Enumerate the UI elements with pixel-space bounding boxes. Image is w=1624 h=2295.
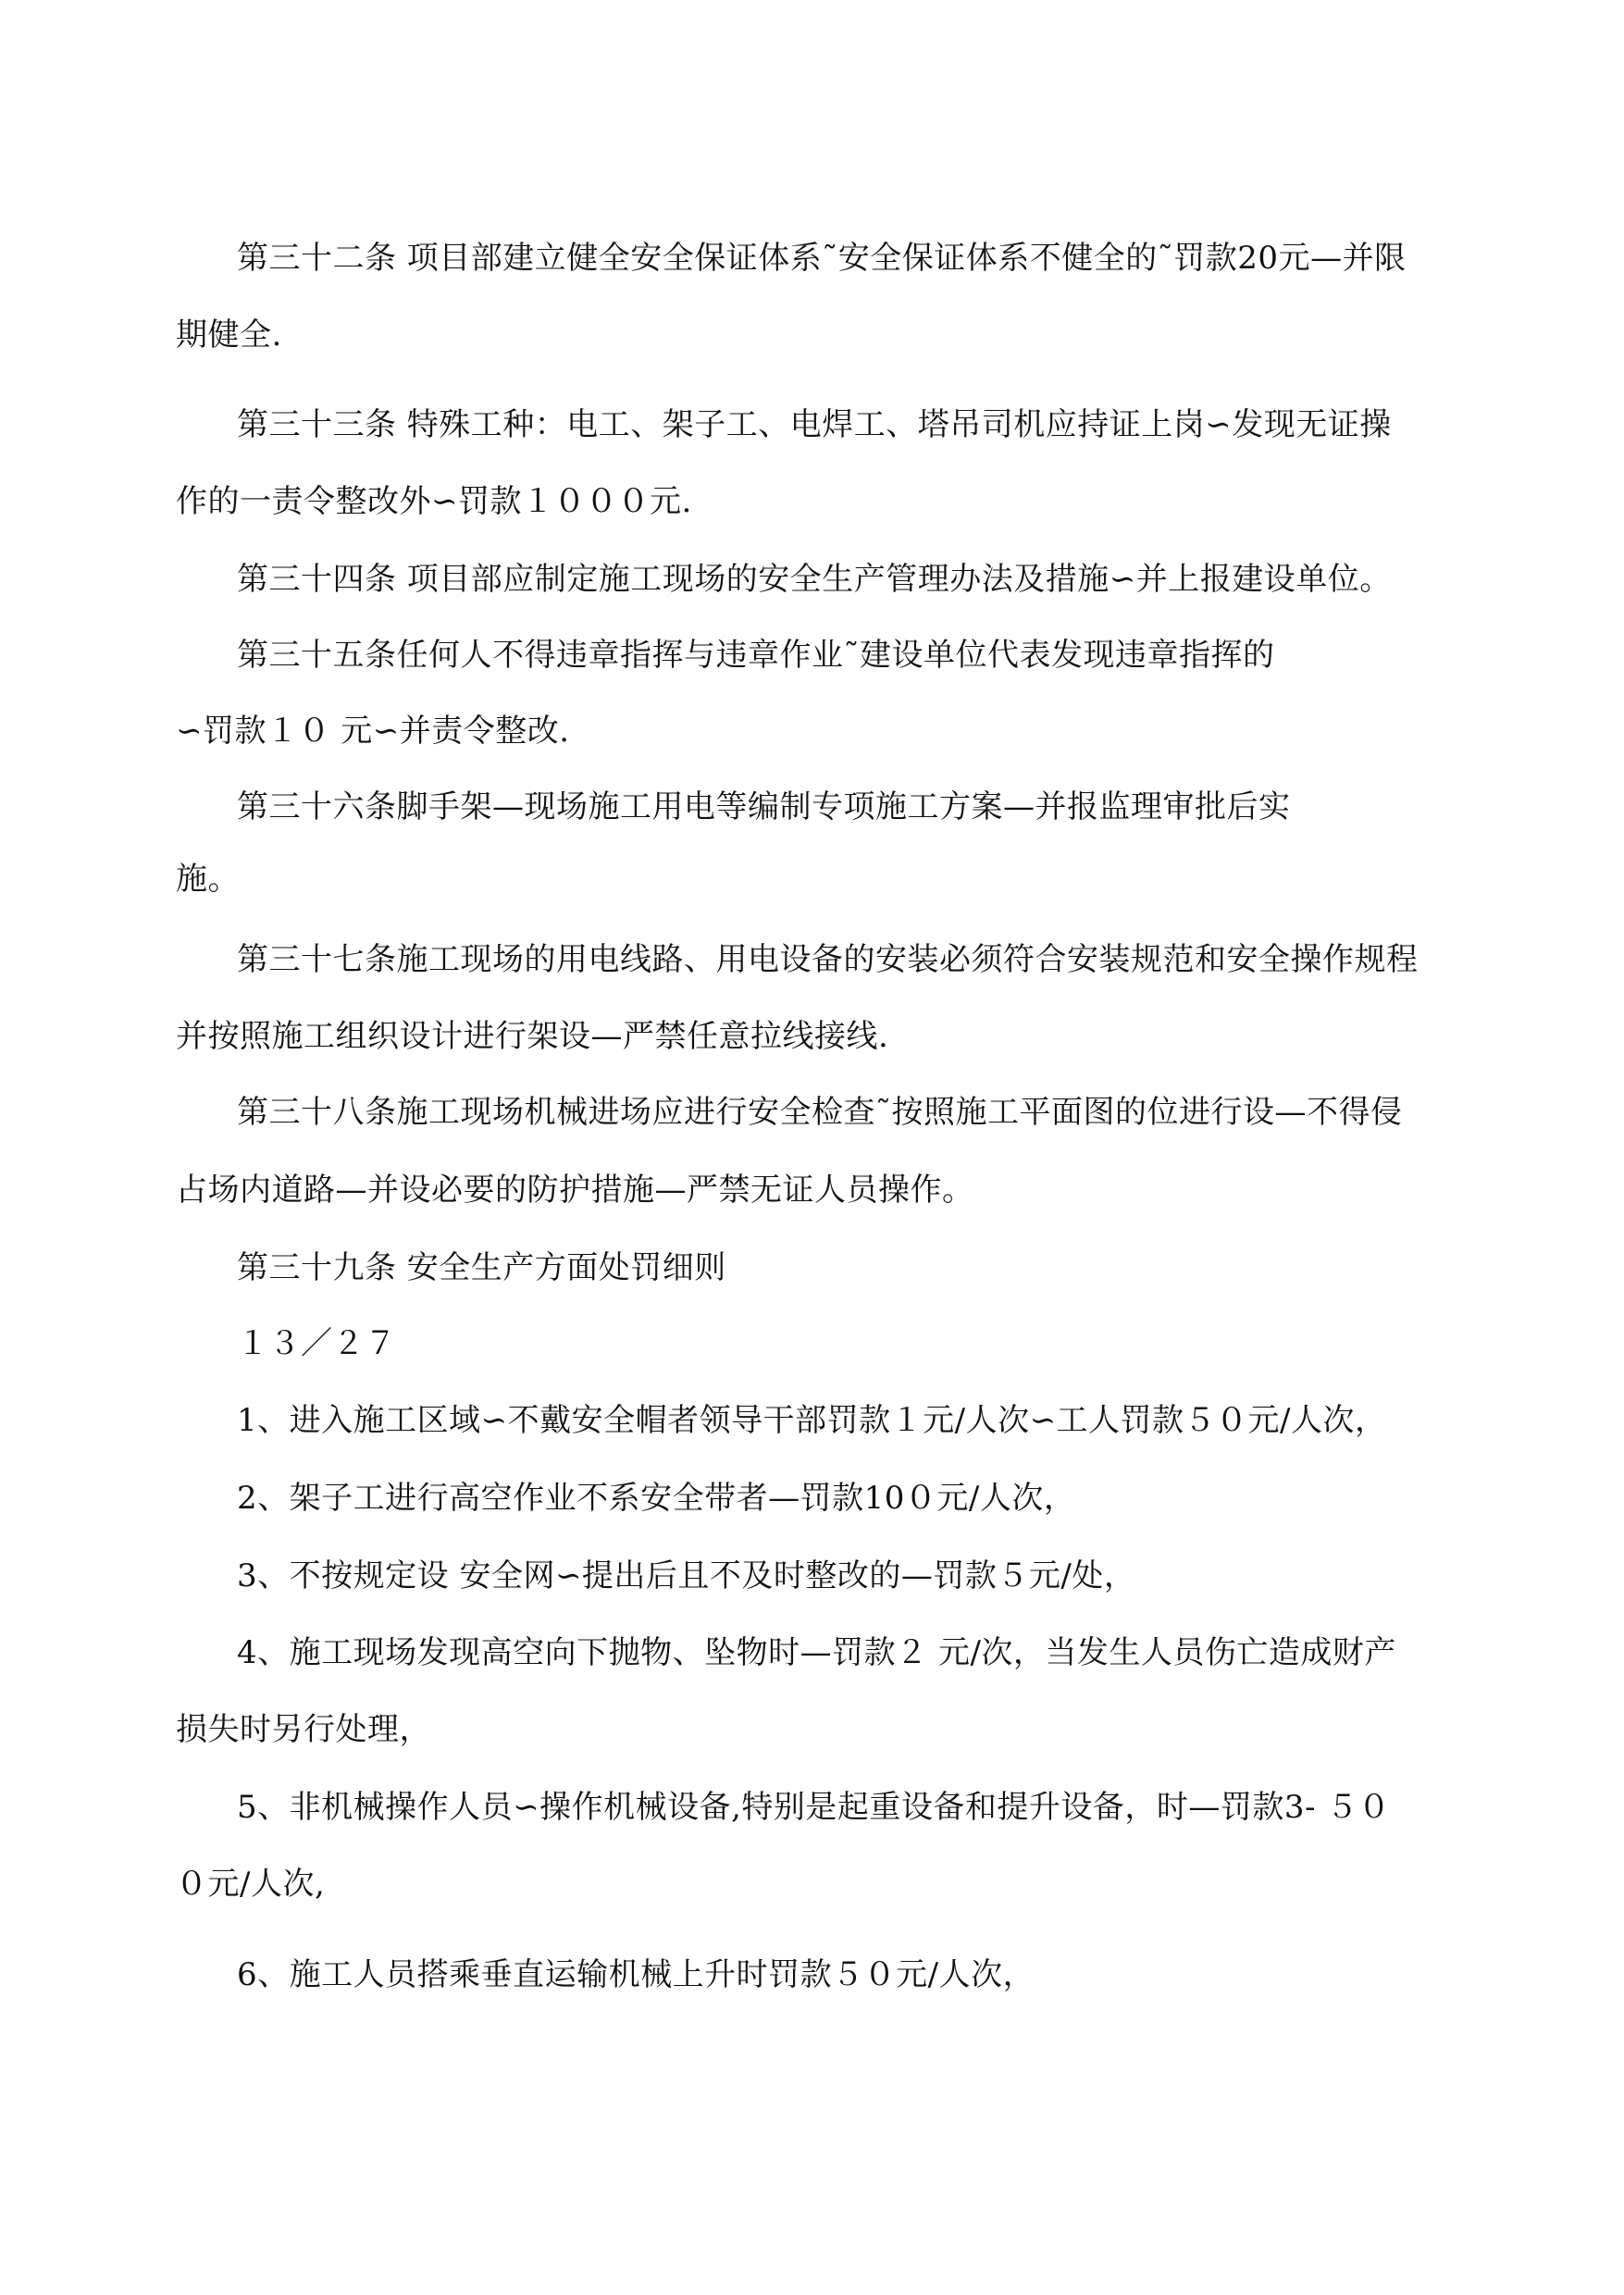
article-36-line-2: 施。 — [176, 861, 240, 898]
article-33-line-1: 第三十三条 特殊工种：电工、架子工、电焊工、塔吊司机应持证上岗∽发现无证操 — [237, 406, 1392, 443]
article-32-line-2: 期健全. — [176, 316, 282, 354]
article-39-heading: 第三十九条 安全生产方面处罚细则 — [237, 1249, 726, 1286]
rule-5-line-1: 5、非机械操作人员∽操作机械设备,特别是起重设备和提升设备，时—罚款3- ５０ — [237, 1789, 1391, 1826]
rule-5-line-2: ０元/人次, — [176, 1866, 326, 1903]
rule-3: 3、不按规定设 安全网∽提出后且不及时整改的—罚款５元/处， — [237, 1557, 1136, 1594]
page-number: １３／２７ — [237, 1325, 397, 1362]
rule-1: 1、进入施工区域∽不戴安全帽者领导干部罚款１元/人次∽工人罚款５０元/人次， — [237, 1402, 1387, 1439]
article-32-line-1: 第三十二条 项目部建立健全安全保证体系˜安全保证体系不健全的˜罚款20元—并限 — [237, 240, 1407, 277]
article-34-line-1: 第三十四条 项目部应制定施工现场的安全生产管理办法及措施∽并上报建设单位。 — [237, 561, 1392, 598]
article-35-line-2: ∽罚款１０ 元∽并责令整改. — [176, 713, 570, 750]
rule-4-line-1: 4、施工现场发现高空向下抛物、坠物时—罚款２ 元/次，当发生人员伤亡造成财产 — [237, 1634, 1396, 1671]
rule-6: 6、施工人员搭乘垂直运输机械上升时罚款５０元/人次， — [237, 1956, 1035, 1993]
article-37-line-2: 并按照施工组织设计进行架设—严禁任意拉线接线. — [176, 1018, 889, 1055]
article-35-line-1: 第三十五条任何人不得违章指挥与违章作业˜建设单位代表发现违章指挥的 — [237, 637, 1275, 674]
article-38-line-2: 占场内道路—并设必要的防护措施—严禁无证人员操作。 — [176, 1172, 974, 1209]
article-36-line-1: 第三十六条脚手架—现场施工用电等编制专项施工方案—并报监理审批后实 — [237, 788, 1291, 825]
article-37-line-1: 第三十七条施工现场的用电线路、用电设备的安装必须符合安装规范和安全操作规程 — [237, 941, 1419, 978]
article-33-line-2: 作的一责令整改外∽罚款１０００元. — [176, 483, 692, 520]
article-38-line-1: 第三十八条施工现场机械进场应进行安全检查˜按照施工平面图的位进行设—不得侵 — [237, 1094, 1403, 1131]
rule-2: 2、架子工进行高空作业不系安全带者—罚款10０元/人次， — [237, 1480, 1076, 1517]
rule-4-line-2: 损失时另行处理， — [176, 1711, 431, 1748]
